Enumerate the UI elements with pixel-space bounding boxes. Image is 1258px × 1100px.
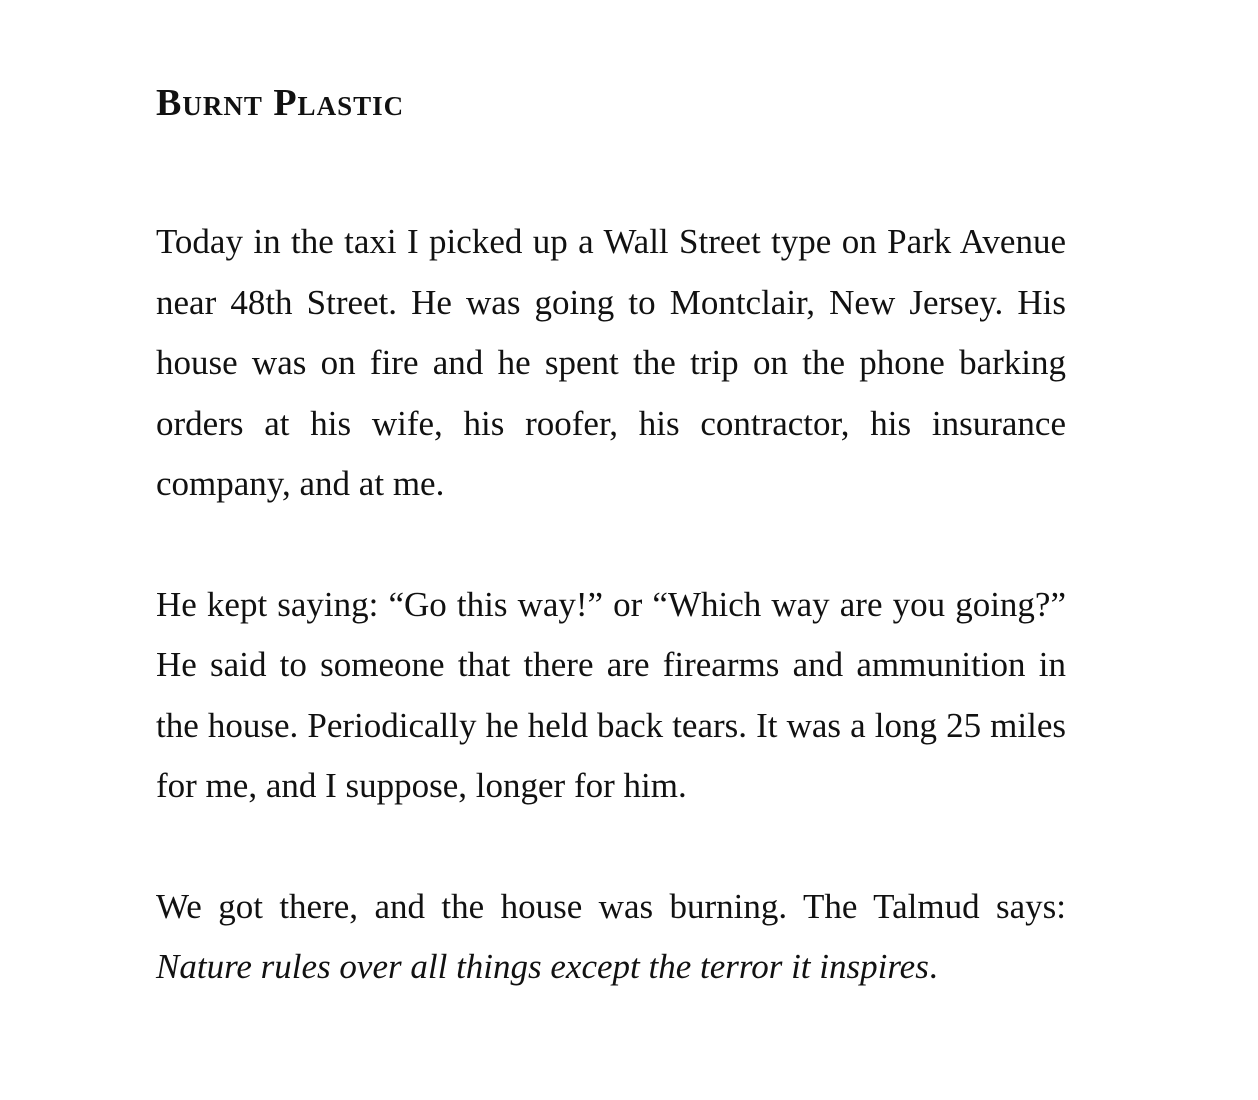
paragraph-2: He kept saying: “Go this way!” or “Which way are you going?” He said to someone that there are firearms and ammunition in the house. Periodically he held back tears. It was a long 25 miles for me, and I suppose, longer for him. <box>156 584 1066 805</box>
document-page <box>156 70 1066 998</box>
body-text <box>156 212 1066 998</box>
paragraph-1: Today in the taxi I picked up a Wall Street type on Park Avenue near 48th Street. He was going to Montclair, New Jersey. His house was on fire and he spent the trip on the phone barking orders at his wife, his roofer, his contractor, his insurance company, and at me. <box>156 222 1066 503</box>
paragraph-3 <box>156 877 1066 998</box>
talmud-quote: Nature rules over all things except the terror it inspires <box>156 947 929 986</box>
page-title: Burnt Plastic <box>156 82 405 124</box>
paragraph-3-intro: We got there, and the house was burning. The Talmud says: <box>156 886 1066 926</box>
paragraph-3-end: . <box>928 947 938 986</box>
